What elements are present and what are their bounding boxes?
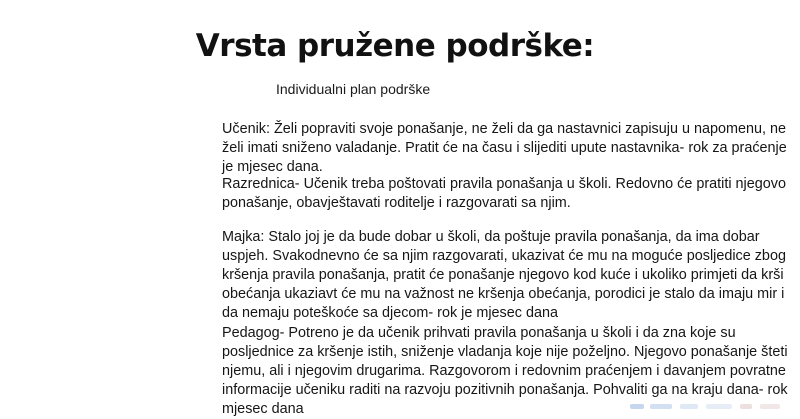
paragraph-razrednica: Razrednica- Učenik treba poštovati pravila ponašanja u školi. Redovno će pratiti njegovo ponašanje, obavještavati roditelje i razgovarati sa njim.	[222, 176, 786, 211]
corner-decoration	[620, 399, 790, 409]
paragraph-pedagog: Pedagog- Potreno je da učenik prihvati pravila ponašanja u školi i da zna koje su posljednice za kršenje istih, sniženje vladanja koje nije poželjno. Njegovo ponašanje šteti njemu, ali i njegovim drugarima. Razgovorom i redovnim praćenjem i davanjem povratne informacije učeniku raditi na razvoju pozitivnih ponašanja. Pohvaliti ga na kraju dana- rok mjesec dana	[222, 325, 788, 417]
paragraph-ucenik: Učenik: Želi popraviti svoje ponašanje, ne želi da ga nastavnici zapisuju u napomenu, ne želi imati sniženo valadanje. Pratit će na času i slijediti upute nastavnika- rok za praćenje je mjesec dana.	[222, 121, 787, 175]
slide-subtitle: Individualni plan podrške	[276, 81, 431, 97]
slide-title: Vrsta pružene podrške:	[195, 28, 595, 64]
paragraph-majka: Majka: Stalo joj je da bude dobar u školi, da poštuje pravila ponašanja, da ima dobar uspjeh. Svakodnevno će sa njim razgovarati, ukazivat će mu na moguće posljedice zbog kršenja pravila ponašanja, pratit će ponašanje njegovo kod kuće i ukoliko primjeti da krši obećanja ukaziavt će mu na važnost ne kršenja obećanja, porodici je stalo da imaju mir i da nemaju poteškoće sa djecom- rok je mjesec dana	[222, 229, 786, 321]
